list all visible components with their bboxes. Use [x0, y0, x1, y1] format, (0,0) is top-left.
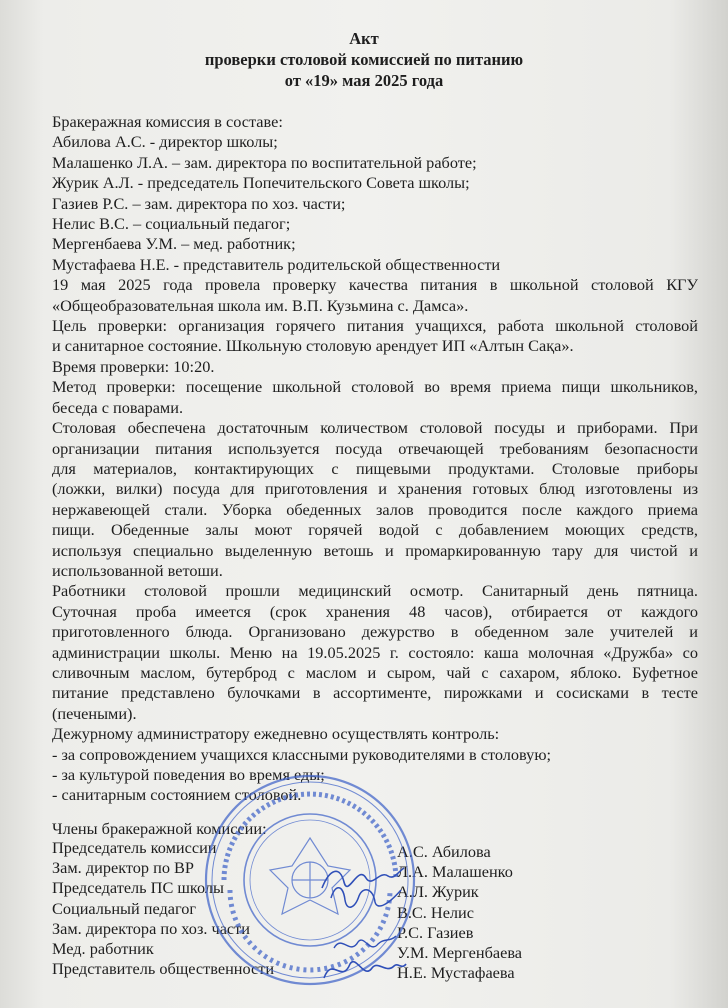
- member-role: Представитель общественности: [52, 959, 275, 979]
- body-line: Малашенко Л.А. – зам. директора по воспитательной работе;: [52, 152, 477, 172]
- document-header: [0, 28, 728, 91]
- body-line: Цель проверки: организация горячего питания учащихся, работа школьной столовой: [52, 316, 698, 336]
- body-line: Абилова А.С. - директор школы;: [52, 132, 278, 152]
- body-line: используя специально выделенную ветошь и промаркированную тару для чистой и: [52, 540, 698, 560]
- member-name: Н.Е. Мустафаева: [397, 963, 515, 983]
- member-role: Мед. работник: [52, 939, 154, 959]
- body-line: администрации школы. Меню на 19.05.2025 г. состояло: каша молочная «Дружба» со: [52, 642, 698, 662]
- body-line: и санитарное состояние. Школьную столовую арендует ИП «Алтын Сақа».: [52, 336, 574, 356]
- member-role: Зам. директор по ВР: [52, 858, 194, 878]
- act-subtitle: проверки столовой комиссией по питанию: [204, 50, 524, 69]
- body-line: - санитарным состоянием столовой.: [52, 785, 302, 805]
- body-line: использованной ветоши.: [52, 560, 223, 580]
- body-line: Дежурному администратору ежедневно осуществлять контроль:: [52, 724, 500, 744]
- body-line: - за сопровождением учащихся классными руководителями в столовую;: [52, 744, 552, 764]
- body-line: Мустафаева Н.Е. - представитель родительской общественности: [52, 254, 501, 274]
- body-line: Столовая обеспечена достаточным количеством столовой посуды и приборами. При: [52, 418, 698, 438]
- member-name: Л.А. Малашенко: [397, 862, 513, 882]
- body-line: Суточная проба имеется (срок хранения 48 часов), отбирается от каждого: [52, 601, 698, 621]
- member-name: А.Л. Журик: [397, 882, 479, 902]
- body-line: пищи. Обеденные залы моют горячей водой с добавлением моющих средств,: [52, 520, 698, 540]
- member-role: Социальный педагог: [52, 898, 197, 918]
- member-name: Р.С. Газиев: [397, 922, 474, 942]
- body-line: Нелис В.С. – социальный педагог;: [52, 214, 291, 234]
- body-line: нержавеющей стали. Уборка обеденных залов проводится после каждого приема: [52, 499, 698, 519]
- body-line: - за культурой поведения во время еды;: [52, 765, 325, 784]
- body-line: для материалов, контактирующих с пищевыми продуктами. Столовые приборы: [52, 458, 698, 478]
- member-role: Председатель комиссии: [52, 838, 217, 857]
- body-line: Метод проверки: посещение школьной столовой во время приема пищи школьников,: [52, 377, 698, 397]
- body-line: 19 мая 2025 года провела проверку качества питания в школьной столовой КГУ: [52, 275, 698, 295]
- body-line: питание представлено булочками в ассортименте, пирожками и сосисками в тесте: [52, 683, 698, 703]
- body-line: Работники столовой прошли медицинский осмотр. Санитарный день пятница.: [52, 581, 698, 601]
- body-line: Газиев Р.С. – зам. директора по хоз. части;: [52, 193, 346, 213]
- member-name: У.М. Мергенбаева: [397, 943, 523, 963]
- act-title: Акт: [349, 29, 379, 48]
- body-line: организации питания используется посуда отвечающей требованиям безопасности: [52, 438, 698, 458]
- member-role: Зам. директора по хоз. части: [52, 918, 250, 938]
- body-line: сливочным маслом, бутерброд с маслом и сыром, чай с сахаром, яблоко. Буфетное: [52, 662, 698, 682]
- member-name: А.С. Абилова: [397, 842, 491, 861]
- act-date: от «19» мая 2025 года: [284, 71, 444, 90]
- body-line: приготовленного блюда. Организовано дежурство в обеденном зале учителей и: [52, 622, 698, 642]
- member-role: Председатель ПС школы: [52, 878, 224, 898]
- body-line: Журик А.Л. - председатель Попечительского Совета школы;: [52, 173, 470, 193]
- body-line: беседа с поварами.: [52, 397, 184, 417]
- member-name: В.С. Нелис: [397, 902, 474, 922]
- body-line: «Общеобразовательная школа им. В.П. Кузьмина с. Дамса».: [52, 295, 469, 315]
- signature-icon: [318, 950, 408, 990]
- members-heading: Члены бракеражной комиссии:: [52, 819, 267, 838]
- act-body: [52, 112, 698, 806]
- body-line: (печеными).: [52, 703, 137, 723]
- signature-icon: [325, 878, 405, 918]
- body-line: Бракеражная комиссия в составе:: [52, 112, 283, 131]
- body-line: Время проверки: 10:20.: [52, 356, 215, 376]
- body-line: Мергенбаева У.М. – мед. работник;: [52, 234, 296, 254]
- body-line: (ложки, вилки) посуда для приготовления и хранения готовых блюд изготовлены из: [52, 479, 698, 499]
